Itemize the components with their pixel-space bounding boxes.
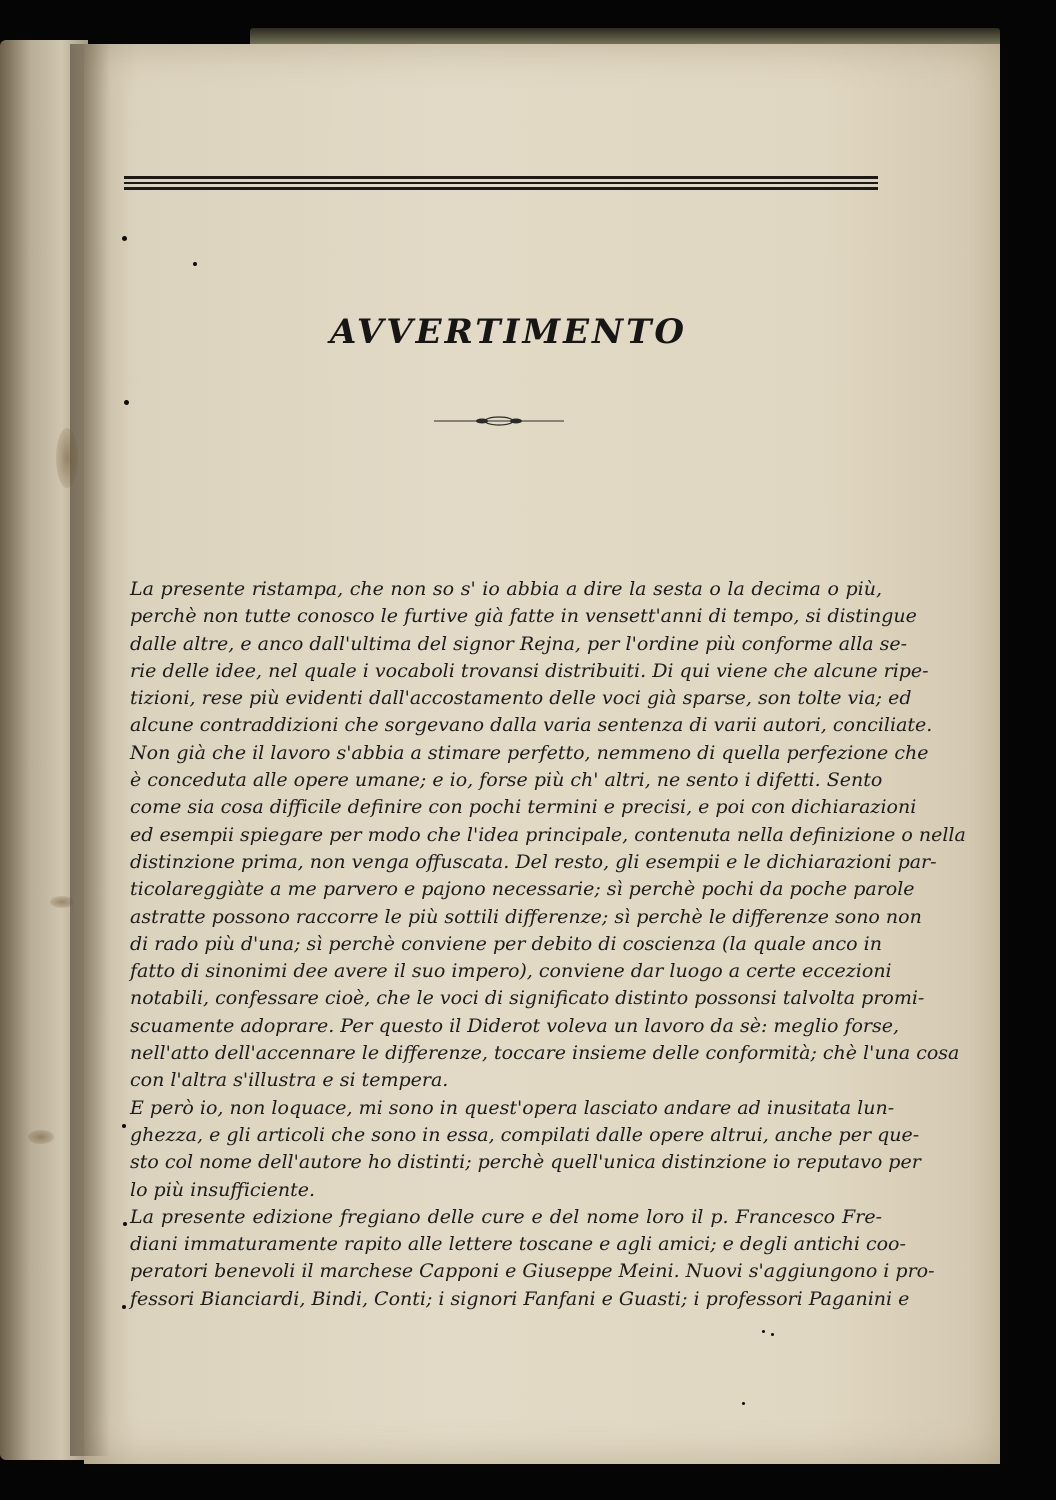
ink-spot bbox=[762, 1330, 765, 1333]
text-line: scuamente adoprare. Per questo il Diderot voleva un lavoro da sè: meglio forse, bbox=[130, 1014, 900, 1037]
text-line: ed esempii spiegare per modo che l'idea principale, contenuta nella definizione o nella bbox=[130, 823, 966, 846]
paper-stain bbox=[50, 896, 74, 908]
paper-stain bbox=[56, 428, 78, 488]
text-line: nell'atto dell'accennare le differenze, toccare insieme delle conformità; chè l'una cosa bbox=[130, 1042, 960, 1065]
ink-spot bbox=[771, 1333, 774, 1336]
ink-spot bbox=[122, 1305, 126, 1309]
text-line: diani immaturamente rapito alle lettere toscane e agli amici; e degli antichi coo- bbox=[130, 1233, 906, 1256]
text-line: La presente edizione fregiano delle cure e del nome loro il p. Francesco Fre- bbox=[130, 1205, 882, 1228]
text-line: lo più insufficiente. bbox=[130, 1178, 316, 1201]
paper-stain bbox=[28, 1130, 54, 1144]
page-title: AVVERTIMENTO bbox=[330, 312, 687, 352]
ink-spot bbox=[122, 1124, 126, 1128]
text-line: come sia cosa difficile definire con pochi termini e precisi, e poi con dichiarazioni bbox=[130, 796, 917, 819]
text-line: ticolareggiàte a me parvero e pajono necessarie; sì perchè pochi da poche parole bbox=[130, 878, 915, 901]
text-line: perchè non tutte conosco le furtive già fatte in vensett'anni di tempo, si distingue bbox=[130, 605, 917, 628]
text-line: con l'altra s'illustra e si tempera. bbox=[130, 1069, 449, 1092]
ink-spot bbox=[123, 1222, 127, 1226]
text-line: di rado più d'una; sì perchè conviene per debito di coscienza (la quale anco in bbox=[130, 932, 882, 955]
header-rule bbox=[124, 176, 878, 190]
text-line: ghezza, e gli articoli che sono in essa, compilati dalle opere altrui, anche per que- bbox=[130, 1123, 920, 1146]
text-line: fatto di sinonimi dee avere il suo impero), conviene dar luogo a certe eccezioni bbox=[130, 960, 892, 983]
text-line: Non già che il lavoro s'abbia a stimare perfetto, nemmeno di quella perfezione che bbox=[130, 741, 929, 764]
text-line: fessori Bianciardi, Bindi, Conti; i signori Fanfani e Guasti; i professori Paganini e bbox=[130, 1287, 910, 1310]
text-line: peratori benevoli il marchese Capponi e Giuseppe Meini. Nuovi s'aggiungono i pro- bbox=[130, 1260, 935, 1283]
ink-spot bbox=[193, 262, 197, 266]
ink-spot bbox=[122, 236, 127, 241]
text-line: sto col nome dell'autore ho distinti; perchè quell'unica distinzione io reputavo per bbox=[130, 1151, 921, 1174]
text-line: è conceduta alle opere umane; e io, forse più ch' altri, ne sento i difetti. Sento bbox=[130, 769, 883, 792]
text-line: tizioni, rese più evidenti dall'accostamento delle voci già sparse, son tolte via; ed bbox=[130, 687, 912, 710]
ink-spot bbox=[124, 400, 129, 405]
text-line: alcune contraddizioni che sorgevano dalla varia sentenza di varii autori, conciliate. bbox=[130, 714, 933, 737]
text-line: notabili, confessare cioè, che le voci di significato distinto possonsi talvolta promi- bbox=[130, 987, 925, 1010]
preface-text bbox=[130, 576, 966, 1313]
ink-spot bbox=[742, 1402, 745, 1405]
text-line: La presente ristampa, che non so s' io abbia a dire la sesta o la decima o più, bbox=[130, 578, 882, 600]
spine-shadow bbox=[70, 44, 110, 1456]
text-line: distinzione prima, non venga offuscata. Del resto, gli esempii e le dichiarazioni par- bbox=[130, 850, 937, 873]
text-line: E però io, non loquace, mi sono in quest'opera lasciato andare ad inusitata lun- bbox=[130, 1096, 895, 1119]
text-line: dalle altre, e anco dall'ultima del signor Rejna, per l'ordine più conforme alla se- bbox=[130, 632, 908, 655]
ornament-divider bbox=[434, 414, 564, 428]
text-line: astratte possono raccorre le più sottili differenze; sì perchè le differenze sono non bbox=[130, 905, 922, 928]
text-line: rie delle idee, nel quale i vocaboli trovansi distribuiti. Di qui viene che alcune ripe- bbox=[130, 659, 929, 682]
